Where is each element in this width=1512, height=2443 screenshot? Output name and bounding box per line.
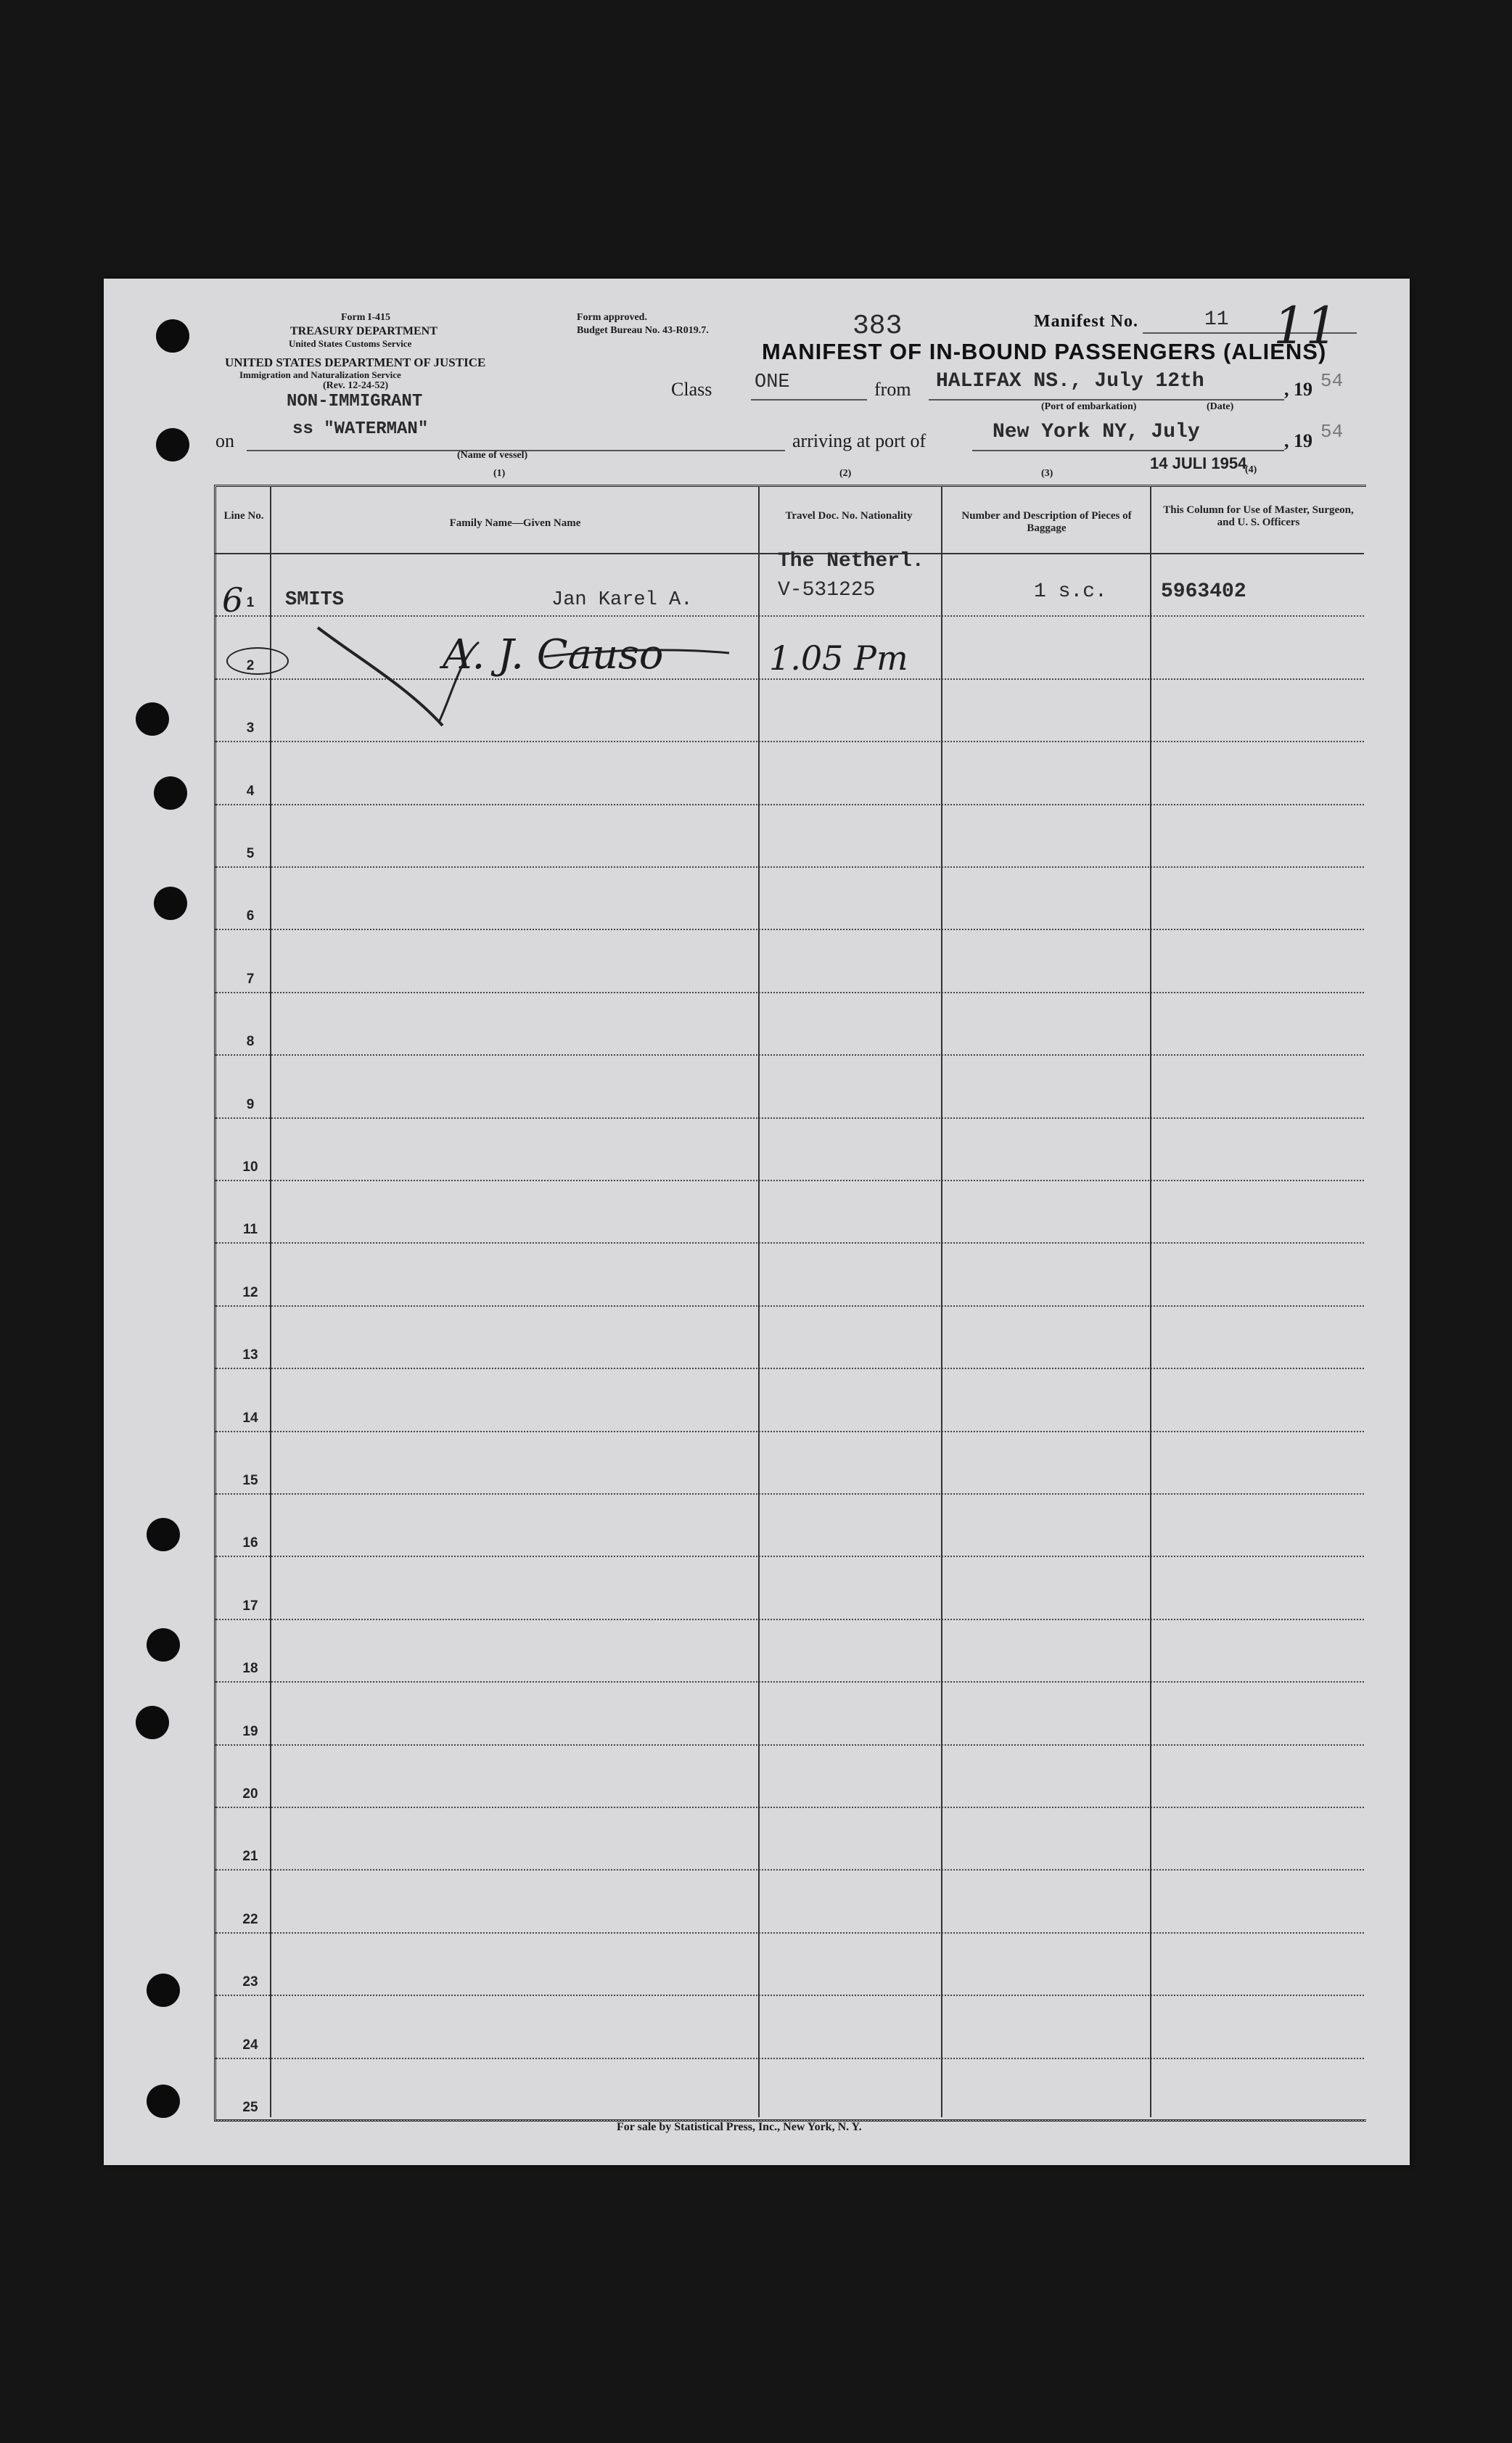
non-immigrant: NON-IMMIGRANT bbox=[287, 392, 423, 411]
form-number: Form I-415 bbox=[341, 312, 391, 323]
punch-hole bbox=[154, 776, 187, 810]
punch-hole bbox=[147, 1518, 180, 1551]
entry-baggage: 1 s.c. bbox=[1034, 580, 1107, 603]
table-row bbox=[214, 1744, 1364, 1746]
year-suffix-2: 54 bbox=[1320, 421, 1344, 443]
on-label: on bbox=[215, 430, 234, 451]
table-row bbox=[214, 866, 1364, 868]
from-label: from bbox=[874, 379, 911, 400]
arrival-date-stamp: 14 JULI 1954 bbox=[1150, 454, 1247, 472]
vessel-name: ss "WATERMAN" bbox=[292, 419, 429, 439]
line-number: 13 bbox=[242, 1347, 258, 1363]
line-number: 10 bbox=[242, 1159, 258, 1175]
line-number: 25 bbox=[242, 2100, 258, 2115]
embarkation-port: HALIFAX NS., July 12th bbox=[936, 370, 1204, 393]
table-row bbox=[214, 741, 1364, 742]
class-label: Class bbox=[671, 379, 712, 400]
line-number: 2 bbox=[246, 657, 255, 673]
entry-nationality: The Netherl. bbox=[778, 550, 924, 572]
form-approved: Form approved. bbox=[577, 312, 647, 323]
line-number: 24 bbox=[242, 2037, 258, 2053]
table-row bbox=[214, 1619, 1364, 1620]
table-row bbox=[214, 929, 1364, 930]
column-ref-4: (4) bbox=[1245, 464, 1257, 475]
date-caption: (Date) bbox=[1207, 401, 1234, 412]
table-row bbox=[214, 1807, 1364, 1808]
year-prefix-1: , 19 bbox=[1284, 379, 1312, 400]
manifest-table bbox=[214, 485, 1366, 2122]
entry-officer-number: 5963402 bbox=[1161, 580, 1246, 603]
line-number: 12 bbox=[242, 1284, 258, 1300]
manifest-label: Manifest No. bbox=[1034, 312, 1138, 331]
ins-service: Immigration and Naturalization Service bbox=[239, 369, 401, 380]
line-number: 16 bbox=[242, 1535, 258, 1551]
header-travel-doc: Travel Doc. No. Nationality bbox=[785, 510, 913, 522]
class-value: ONE bbox=[755, 371, 790, 393]
table-row bbox=[214, 1368, 1364, 1369]
punch-hole bbox=[147, 1974, 180, 2007]
header-line-no: Line No. bbox=[223, 510, 264, 522]
table-row bbox=[214, 1117, 1364, 1119]
signature-time: 1.05 Pm bbox=[769, 639, 908, 678]
page-title: MANIFEST OF IN-BOUND PASSENGERS (ALIENS) bbox=[762, 339, 1327, 364]
header-name: Family Name—Given Name bbox=[449, 517, 581, 529]
stamp-number: 383 bbox=[852, 311, 903, 342]
vessel-caption: (Name of vessel) bbox=[457, 450, 528, 461]
punch-hole bbox=[147, 1628, 180, 1662]
table-row bbox=[214, 2058, 1364, 2059]
column-ref-3: (3) bbox=[1041, 468, 1053, 479]
table-row bbox=[214, 1305, 1364, 1307]
entry-travel-doc: V-531225 bbox=[778, 579, 876, 601]
signature: A. J. Causo bbox=[443, 631, 664, 678]
table-row bbox=[214, 1180, 1364, 1181]
line-number: 22 bbox=[242, 1911, 258, 1927]
table-row bbox=[214, 1995, 1364, 1996]
table-row bbox=[214, 1681, 1364, 1683]
year-suffix-1: 54 bbox=[1320, 370, 1344, 392]
line-number: 7 bbox=[246, 971, 255, 987]
embarkation-caption: (Port of embarkation) bbox=[1041, 401, 1137, 412]
line-number: 4 bbox=[246, 783, 255, 799]
line-number: 5 bbox=[246, 846, 255, 861]
header-baggage: Number and Description of Pieces of Baggage bbox=[961, 510, 1132, 534]
header-officers: This Column for Use of Master, Surgeon, and U. S. Officers bbox=[1163, 504, 1354, 528]
column-ref-1: (1) bbox=[493, 468, 506, 479]
line-number: 8 bbox=[246, 1034, 255, 1050]
punch-hole bbox=[156, 428, 189, 461]
column-ref-2: (2) bbox=[839, 468, 852, 479]
footer-printer: For sale by Statistical Press, Inc., New York, N. Y. bbox=[617, 2121, 862, 2133]
entry-line-handwritten: 6 bbox=[222, 580, 244, 620]
table-row bbox=[214, 1054, 1364, 1056]
line-number: 15 bbox=[242, 1473, 258, 1488]
table-row bbox=[214, 1556, 1364, 1557]
manifest-number-handwritten: 11 bbox=[1273, 296, 1339, 356]
budget-bureau: Budget Bureau No. 43-R019.7. bbox=[577, 325, 709, 336]
customs-service: United States Customs Service bbox=[289, 338, 412, 349]
arrival-port: New York NY, July bbox=[993, 421, 1200, 443]
line-number: 3 bbox=[246, 720, 255, 736]
punch-hole bbox=[156, 319, 189, 353]
table-row bbox=[214, 1932, 1364, 1934]
line-number: 11 bbox=[242, 1222, 258, 1238]
table-row bbox=[214, 1869, 1364, 1871]
table-row bbox=[214, 992, 1364, 993]
manifest-number: 11 bbox=[1204, 308, 1229, 331]
line-number: 19 bbox=[242, 1723, 258, 1739]
line-number: 14 bbox=[242, 1410, 258, 1426]
punch-hole bbox=[154, 887, 187, 920]
table-row bbox=[214, 804, 1364, 805]
line-number: 18 bbox=[242, 1661, 258, 1677]
table-row bbox=[214, 1242, 1364, 1244]
line-number: 6 bbox=[246, 908, 255, 924]
treasury-dept: TREASURY DEPARTMENT bbox=[290, 325, 437, 337]
line-number: 21 bbox=[242, 1849, 258, 1865]
entry-family-name: SMITS bbox=[285, 589, 345, 611]
table-row bbox=[214, 1493, 1364, 1495]
punch-hole bbox=[136, 1706, 169, 1739]
punch-hole bbox=[147, 2085, 180, 2118]
line-number: 20 bbox=[242, 1786, 258, 1802]
year-prefix-2: , 19 bbox=[1284, 430, 1312, 451]
line-number: 23 bbox=[242, 1974, 258, 1990]
line-number: 9 bbox=[246, 1096, 255, 1112]
justice-dept: UNITED STATES DEPARTMENT OF JUSTICE bbox=[225, 356, 486, 369]
line-number: 17 bbox=[242, 1598, 258, 1614]
revision: (Rev. 12-24-52) bbox=[323, 380, 389, 391]
line-number: 1 bbox=[246, 595, 255, 611]
table-row bbox=[214, 1431, 1364, 1432]
punch-hole bbox=[136, 702, 169, 736]
line-2-circle bbox=[226, 647, 289, 675]
entry-given-name: Jan Karel A. bbox=[551, 589, 693, 611]
arriving-label: arriving at port of bbox=[792, 430, 926, 451]
